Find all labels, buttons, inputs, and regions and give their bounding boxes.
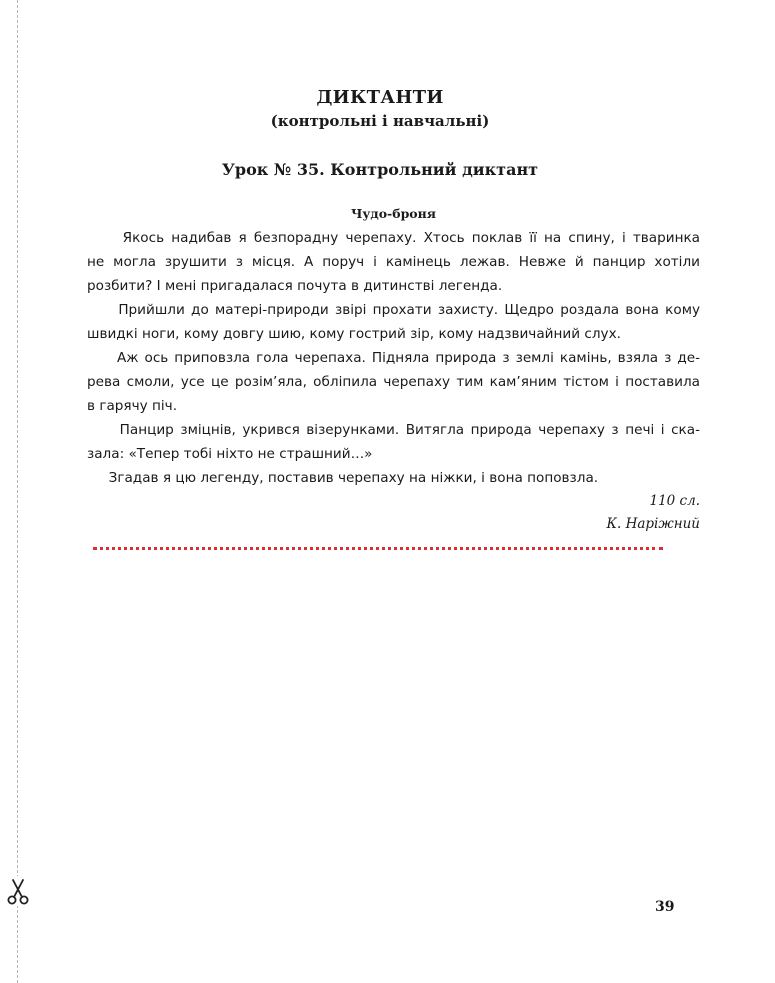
text-line: зала: «Тепер тобі ніхто не страшний…» [87,446,373,462]
cut-line [17,0,18,983]
page-title: ДИКТАНТИ [316,87,444,108]
paragraph-5 [87,466,700,490]
text-line: не могла зрушити з місця. А поруч і камінець лежав. Невже й панцир хотіли [87,254,700,270]
page-number: 39 [655,899,675,915]
text-line: розбити? І мені пригадалася почута в дитинстві легенда. [87,278,503,294]
dictation-title: Чудо-броня [350,206,437,221]
text-line: Згадав я цю легенду, поставив черепаху на ніжки, і вона поповзла. [108,470,599,486]
text-line: Аж ось приповзла гола черепаха. Підняла природа з землі камінь, взяла з де- [116,350,700,366]
author: К. Наріжний [606,516,700,532]
paragraph-2 [87,298,700,346]
dictation-text [87,205,700,536]
text-line: швидкі ноги, кому довгу шию, кому гострий зір, кому надзвичайний слух. [87,326,621,342]
paragraph-4 [87,418,700,466]
text-line: рева смоли, усе це розім’яла, обліпила черепаху тим кам’яним тістом і поставила [87,374,700,390]
text-line: в гарячу піч. [87,398,178,414]
divider-dotted-line [93,547,663,550]
text-line: Панцир зміцнів, укрився візерунками. Витягла природа черепаху з печі і ска- [119,422,701,438]
paragraph-3 [87,346,700,418]
page-subtitle: (контрольні і навчальні) [270,112,490,130]
lesson-title: Урок № 35. Контрольний диктант [221,160,539,179]
text-line: Прийшли до матері-природи звірі прохати захисту. Щедро роздала вона кому [118,302,701,318]
text-line: Якось надибав я безпорадну черепаху. Хтось поклав її на спину, і тваринка [122,230,700,246]
scissors-icon [5,876,31,906]
paragraph-1 [87,226,700,298]
word-count: 110 сл. [649,493,700,509]
